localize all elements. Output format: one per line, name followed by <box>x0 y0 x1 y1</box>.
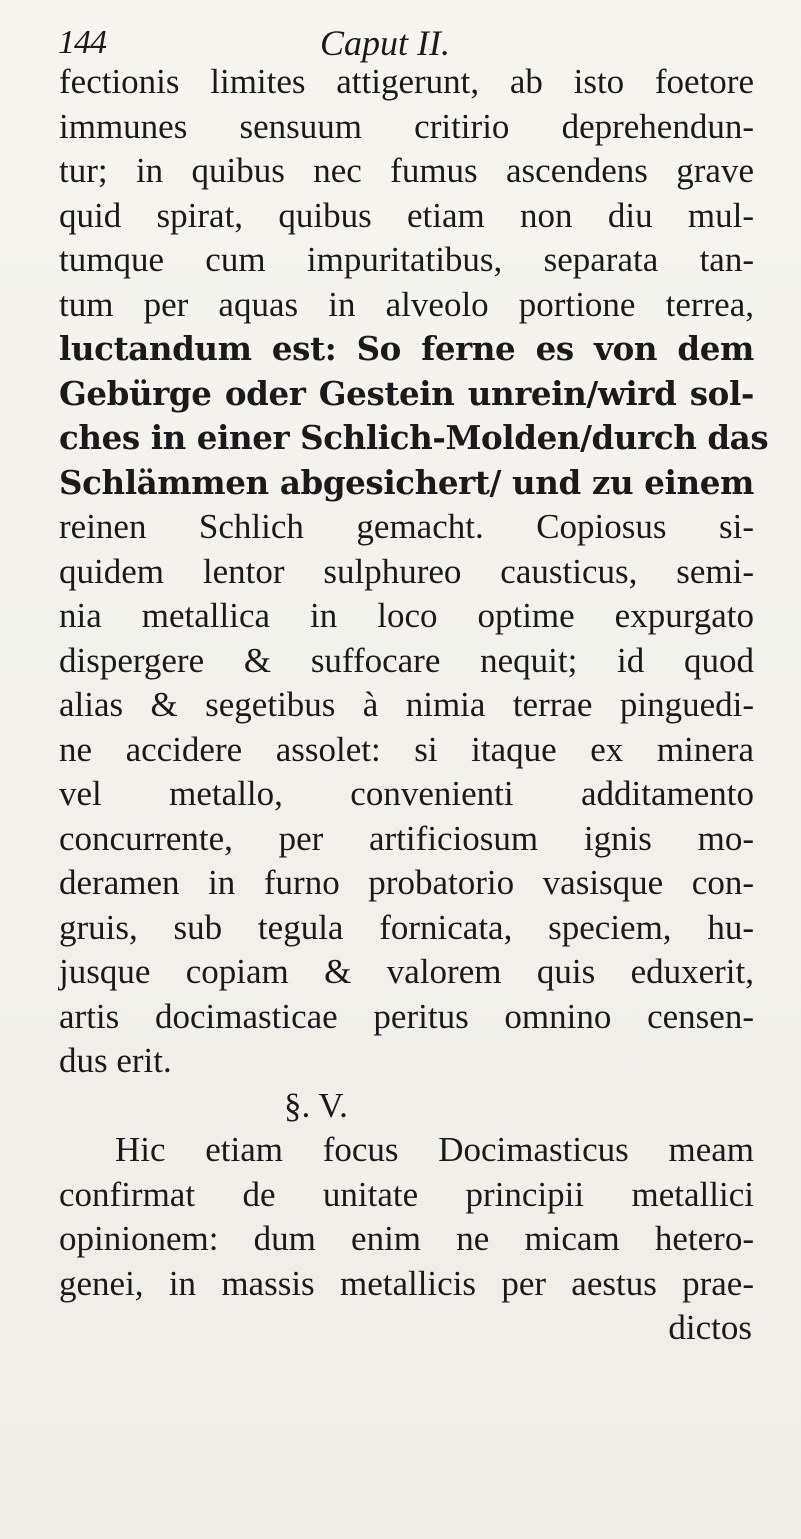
page-header <box>58 8 758 62</box>
text-line: artis docimasticae peritus omnino censen- <box>59 996 754 1036</box>
text-line: vel metallo, convenienti additamento <box>59 774 754 813</box>
text-line: confirmat de unitate principii metallici <box>59 1174 754 1214</box>
german-quote-line: Gebürge oder Gestein unrein/wird sol- <box>59 373 754 413</box>
page-number: 144 <box>58 24 106 61</box>
german-quote-line: luctandum est: So ferne es von dem <box>59 329 754 368</box>
text-line: gruis, sub tegula fornicata, speciem, hu- <box>59 907 754 947</box>
text-line: dispergere & suffocare nequit; id quod <box>59 640 754 680</box>
text-line: ne accidere assolet: si itaque ex minera <box>59 729 754 769</box>
text-line: deramen in furno probatorio vasisque con- <box>59 863 754 902</box>
text-line-paragraph-end: dus erit. <box>59 1041 172 1080</box>
german-quote-line: Schlämmen abgesichert/ und zu einem <box>59 462 754 502</box>
body-text <box>59 60 769 1351</box>
text-line: tur; in quibus nec fumus ascendens grave <box>59 151 754 190</box>
text-line: opinionem: dum enim ne micam hetero- <box>59 1219 754 1258</box>
german-quote-line: ches in einer Schlich-Molden/durch das <box>59 418 769 457</box>
catchword: dictos <box>668 1308 752 1347</box>
text-line: concurrente, per artificiosum ignis mo- <box>59 818 754 858</box>
text-line-paragraph-start: Hic etiam focus Docimasticus meam <box>115 1130 754 1169</box>
text-line: fectionis limites attigerunt, ab isto foetore <box>59 62 754 101</box>
text-line: alias & segetibus à nimia terrae pinguedi- <box>59 685 754 724</box>
text-line: tum per aquas in alveolo portione terrea, <box>59 284 754 324</box>
text-line: genei, in massis metallicis per aestus prae- <box>59 1263 754 1303</box>
text-line: quid spirat, quibus etiam non diu mul- <box>59 195 754 235</box>
text-line: nia metallica in loco optime expurgato <box>59 596 754 635</box>
text-line: immunes sensuum critirio deprehendun- <box>59 106 754 146</box>
section-heading: §. V. <box>284 1085 348 1125</box>
running-head: Caput II. <box>320 23 450 63</box>
text-line: jusque copiam & valorem quis eduxerit, <box>59 952 754 991</box>
text-line: tumque cum impuritatibus, separata tan- <box>59 240 754 279</box>
text-line: reinen Schlich gemacht. Copiosus si- <box>59 507 754 546</box>
text-line: quidem lentor sulphureo causticus, semi- <box>59 551 754 591</box>
